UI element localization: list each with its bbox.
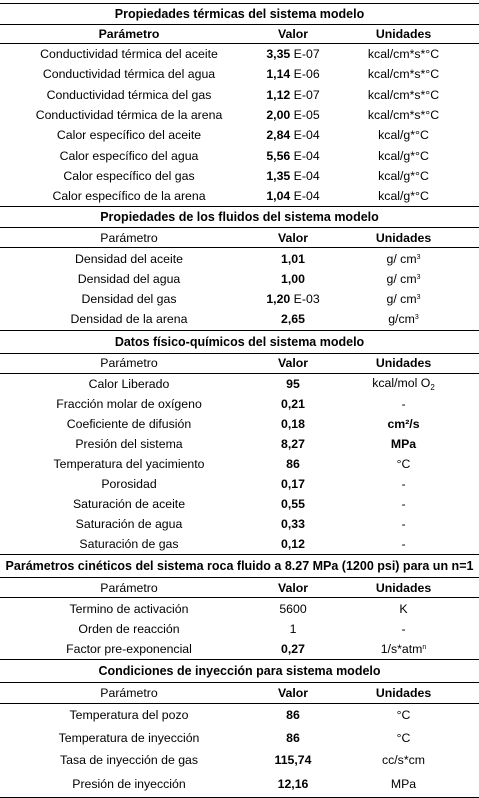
unit-cell [328,731,479,745]
unit-cell [328,397,479,411]
value-cell [258,252,328,266]
value-number: 0,17 [281,477,305,492]
unit-cell [328,477,479,491]
unit-text: cc/s*cm [381,753,426,768]
unit-text: kcal/g*°C [378,189,429,204]
table-row [0,704,479,727]
unit-text: g/ cm [386,271,417,286]
value-cell [258,128,328,142]
parameter-cell: Saturación de aceite [72,497,186,512]
unit-superscript: 3 [416,253,421,261]
unit-text: kcal/cm*s*°C [367,47,440,62]
parameter-cell: Conductividad térmica del aceite [40,47,218,62]
value-number: 12,16 [277,777,309,792]
value-number: 115,74 [274,753,312,768]
unit-text: kcal/cm*s*°C [367,87,440,102]
parameter-cell: Orden de reacción [78,621,180,636]
table-row [0,85,479,105]
unit-cell [328,537,479,551]
unit-cell [328,622,479,636]
column-header-valor: Valor [277,230,309,245]
value-number: 1,20 [266,292,291,307]
value-number: 1 [289,621,297,636]
table-row [0,125,479,145]
table-row [0,414,479,434]
unit-cell [328,128,479,142]
value-number: 0,21 [281,396,305,411]
parameter-cell: Saturación de agua [75,517,183,532]
value-cell [258,47,328,61]
value-cell [258,477,328,491]
unit-cell [328,252,479,266]
value-number: 86 [286,730,300,745]
parameter-cell: Fracción molar de oxígeno [56,396,202,411]
value-number: 1,14 [266,67,291,82]
value-number: 0,55 [281,497,305,512]
table-row [0,434,479,454]
table-row [0,374,479,394]
unit-superscript: 3 [416,273,421,281]
unit-cell [328,189,479,203]
table-row [0,474,479,494]
unit-cell [328,457,479,471]
unit-text: - [401,517,406,532]
unit-text: kcal/g*°C [378,168,429,183]
unit-text: °C [396,730,411,745]
unit-text: kcal/g*°C [378,148,429,163]
value-number: 0,27 [281,641,305,656]
column-header-unidades: Unidades [375,27,432,41]
parameter-cell: Conductividad térmica del gas [46,87,212,102]
value-cell [258,417,328,431]
unit-text: kcal/g*°C [378,128,429,143]
value-cell [258,189,328,203]
value-exponent: E-07 [290,47,320,62]
table-row [0,64,479,84]
section-title: Propiedades térmicas del sistema modelo [0,3,479,25]
table-row [0,44,479,64]
unit-cell [328,149,479,163]
unit-superscript: n [422,643,427,651]
value-cell [258,67,328,81]
section-title: Propiedades de los fluidos del sistema modelo [0,207,479,228]
column-header-unidades: Unidades [375,230,432,245]
parameter-cell: Calor específico de la arena [52,189,206,204]
column-header-unidades: Unidades [375,685,432,700]
table-row [0,145,479,165]
header-row [0,683,479,704]
table-row [0,598,479,618]
unit-cell [328,376,479,392]
value-exponent: E-04 [290,128,320,143]
parameter-cell: Densidad del agua [77,271,181,286]
value-cell [258,731,328,745]
value-cell [258,397,328,411]
unit-text: °C [396,708,411,723]
unit-text: g/cm [388,312,415,327]
column-header-valor: Valor [277,685,309,700]
column-header-param: Parámetro [100,230,158,245]
section-title: Parámetros cinéticos del sistema roca fluido a 8.27 MPa (1200 psi) para un n=1 [0,555,479,578]
value-cell [258,149,328,163]
value-number: 1,00 [281,271,305,286]
value-exponent: E-04 [290,148,320,163]
value-number: 8,27 [281,436,305,451]
value-exponent: E-03 [290,292,320,307]
parameter-cell: Coeficiente de difusión [66,416,192,431]
unit-cell [328,708,479,722]
value-number: 86 [286,456,300,471]
value-number: 1,04 [266,189,291,204]
column-header-param: Parámetro [100,685,158,700]
column-header-param: Parámetro [98,27,160,41]
parameter-cell: Saturación de gas [79,537,179,552]
table-row [0,619,479,639]
value-number: 1,12 [266,87,291,102]
unit-cell [328,272,479,286]
value-cell [258,537,328,551]
column-header-unidades: Unidades [375,580,432,595]
table-row [0,454,479,474]
section-title: Condiciones de inyección para sistema modelo [0,660,479,683]
parameter-cell: Temperatura del yacimiento [53,456,205,471]
value-number: 3,35 [266,47,291,62]
parameter-cell: Calor Liberado [88,376,170,391]
parameter-cell: Factor pre-exponencial [66,641,192,656]
table-row [0,394,479,414]
parameter-cell: Calor específico del aceite [56,128,202,143]
parameter-cell: Porosidad [101,477,157,492]
unit-text: kcal/cm*s*°C [367,108,440,123]
unit-text: K [399,601,408,616]
value-number: 95 [286,376,300,391]
parameter-cell: Densidad del aceite [74,251,183,266]
value-exponent: E-05 [290,108,320,123]
unit-superscript: 3 [416,294,421,302]
parameter-cell: Presión del sistema [75,436,183,451]
unit-text: cm²/s [387,416,420,431]
unit-cell [328,169,479,183]
unit-cell [328,67,479,81]
table-row [0,269,479,289]
unit-cell [328,602,479,616]
value-cell [258,777,328,791]
header-row [0,228,479,248]
parameter-cell: Calor específico del gas [63,168,195,183]
parameter-cell: Temperatura de inyección [58,730,200,745]
value-number: 5,56 [266,148,291,163]
parameter-cell: Calor específico del agua [59,148,199,163]
value-cell [258,437,328,451]
unit-text: - [401,537,406,552]
unit-cell [328,108,479,122]
unit-cell [328,88,479,102]
unit-cell [328,417,479,431]
value-number: 0,18 [281,416,305,431]
table-row [0,248,479,268]
unit-text: kcal/cm*s*°C [367,67,440,82]
unit-text: - [401,396,406,411]
value-cell [258,312,328,326]
unit-cell [328,292,479,306]
table-row [0,749,479,772]
value-cell [258,622,328,636]
value-cell [258,169,328,183]
value-number: 86 [286,708,300,723]
value-number: 0,33 [281,517,305,532]
value-exponent: E-04 [290,168,320,183]
header-row [0,578,479,598]
column-header-param: Parámetro [100,356,158,371]
table-row [0,309,479,330]
section-title: Datos físico-químicos del sistema modelo [0,331,479,354]
header-row [0,354,479,374]
unit-cell [328,497,479,511]
table-row [0,726,479,749]
column-header-param: Parámetro [100,580,158,595]
column-header-valor: Valor [277,580,309,595]
column-header-unidades: Unidades [375,356,432,371]
unit-text: - [401,497,406,512]
table-row [0,166,479,186]
parameter-cell: Termino de activación [69,601,189,616]
value-number: 2,84 [266,128,291,143]
value-cell [258,497,328,511]
value-cell [258,457,328,471]
unit-text: g/ cm [386,292,417,307]
unit-text: °C [396,456,411,471]
unit-text: - [401,477,406,492]
parameter-cell: Temperatura del pozo [69,708,189,723]
unit-text: MPa [390,436,417,451]
parameter-cell: Presión de inyección [72,777,186,792]
value-number: 0,12 [281,537,305,552]
value-cell [258,108,328,122]
unit-text: 1/s*atm [380,641,423,656]
unit-cell [328,777,479,791]
parameter-cell: Conductividad térmica del agua [42,67,216,82]
value-cell [258,88,328,102]
table-row [0,771,479,798]
value-cell [258,753,328,767]
table-row [0,186,479,207]
table-row [0,494,479,514]
parameter-cell: Conductividad térmica de la arena [35,108,223,123]
header-row [0,25,479,44]
value-cell [258,517,328,531]
unit-superscript: 3 [414,314,419,322]
value-cell [258,292,328,306]
unit-subscript: 2 [430,382,435,392]
table-row [0,289,479,309]
value-exponent: E-06 [290,67,320,82]
table-row [0,639,479,660]
value-exponent: E-04 [290,189,320,204]
column-header-valor: Valor [277,356,309,371]
value-cell [258,708,328,722]
unit-cell [328,753,479,767]
table-row [0,514,479,534]
unit-text: - [401,621,406,636]
value-number: 1,35 [266,168,291,183]
value-cell [258,377,328,391]
value-cell [258,602,328,616]
value-cell [258,642,328,656]
unit-cell [328,47,479,61]
value-cell [258,272,328,286]
unit-cell [328,437,479,451]
column-header-valor: Valor [277,27,309,41]
parameter-cell: Tasa de inyección de gas [59,753,199,768]
value-number: 5600 [279,601,307,616]
unit-cell [328,312,479,326]
value-number: 2,65 [281,312,305,327]
value-number: 1,01 [281,251,305,266]
parameter-cell: Densidad del gas [81,292,177,307]
table-row [0,534,479,555]
parameter-cell: Densidad de la arena [70,312,188,327]
table-row [0,105,479,125]
unit-text: MPa [390,777,417,792]
value-number: 2,00 [266,108,291,123]
unit-text: kcal/mol O [372,375,431,390]
unit-text: g/ cm [386,251,417,266]
unit-cell [328,517,479,531]
value-exponent: E-07 [290,87,320,102]
unit-cell [328,642,479,656]
